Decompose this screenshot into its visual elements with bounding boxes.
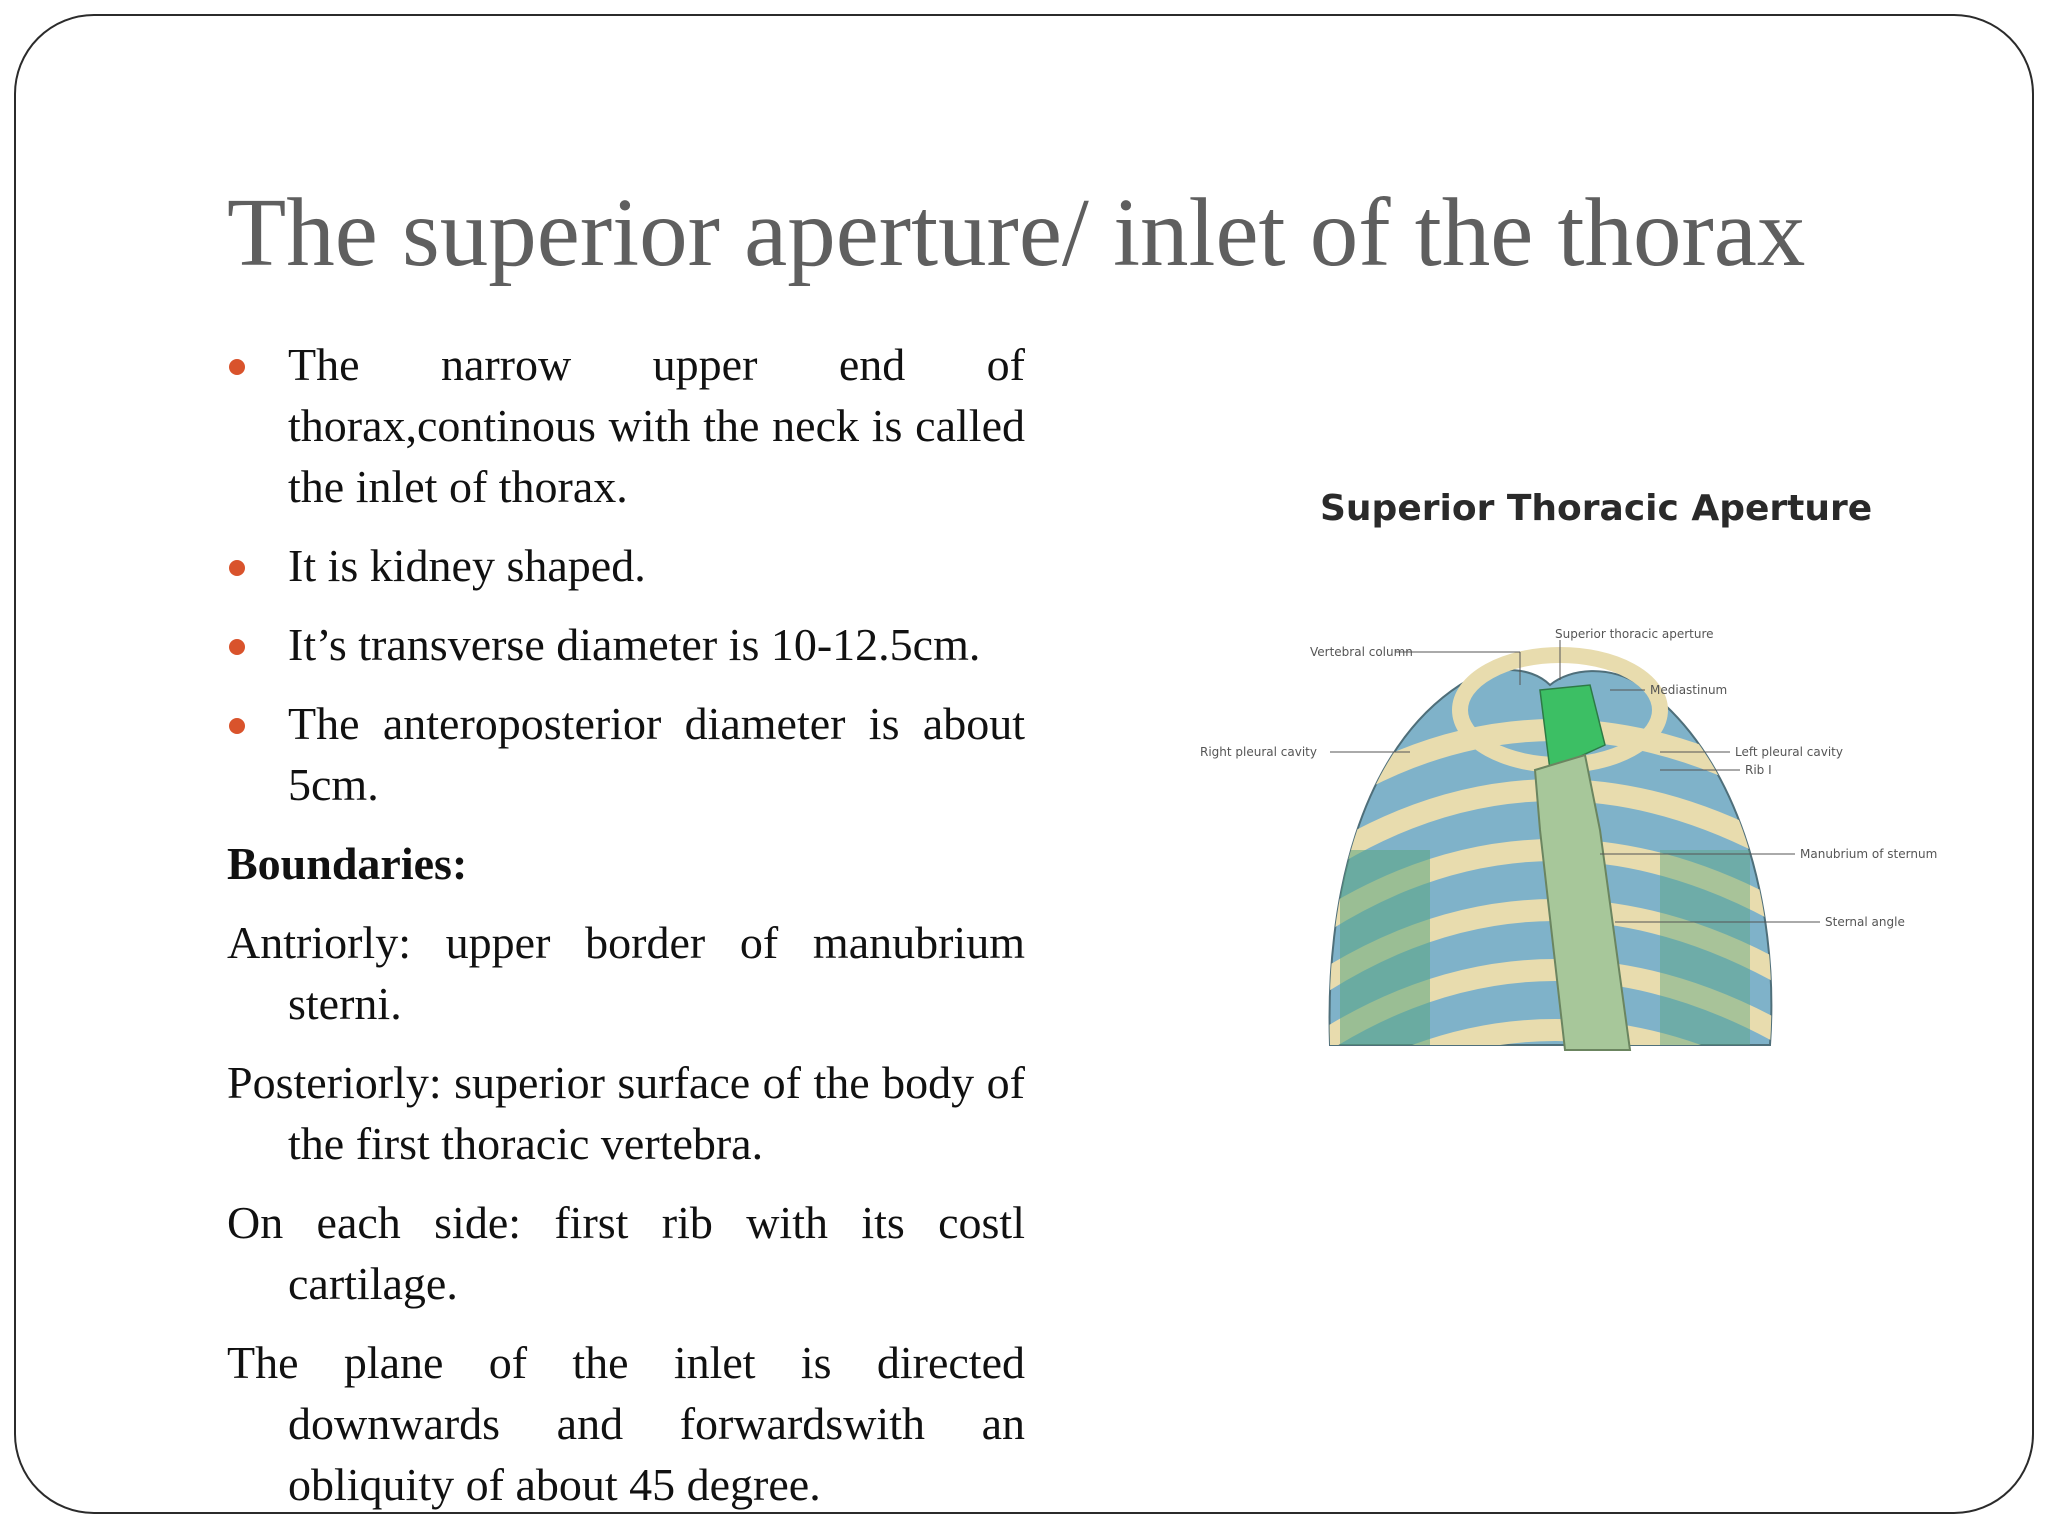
bullet-dot-icon	[229, 560, 245, 576]
label-sternal-angle: Sternal angle	[1825, 915, 1905, 929]
bullet-list	[227, 334, 1025, 815]
bullet-text: It’s transverse diameter is 10-12.5cm.	[288, 619, 981, 670]
bullet-dot-icon	[229, 359, 245, 375]
bullet-dot-icon	[229, 718, 245, 734]
bullet-dot-icon	[229, 639, 245, 655]
bullet-text: The anteroposterior diameter is about 5cm.	[288, 698, 1025, 810]
boundaries-heading: Boundaries:	[227, 838, 468, 889]
label-left-pleural: Left pleural cavity	[1735, 745, 1843, 759]
plane-description: The plane of the inlet is directed downwards and forwardswith an obliquity of about 45 degree.	[227, 1337, 1025, 1510]
bullet-item	[227, 535, 1025, 596]
label-rib-1: Rib I	[1745, 763, 1772, 777]
label-vertebral-column: Vertebral column	[1310, 645, 1413, 659]
bullet-text: It is kidney shaped.	[288, 540, 646, 591]
bullet-item	[227, 614, 1025, 675]
boundary-lateral: On each side: first rib with its costl cartilage.	[227, 1197, 1025, 1309]
thoracic-aperture-figure	[1190, 470, 1980, 1150]
bullet-item	[227, 334, 1025, 517]
bullet-text: The narrow upper end of thorax,continous with the neck is called the inlet of thorax.	[288, 339, 1025, 512]
bullet-item	[227, 693, 1025, 815]
slide-title: The superior aperture/ inlet of the thorax	[227, 179, 1806, 286]
figure-title: Superior Thoracic Aperture	[1320, 488, 1873, 529]
label-superior-aperture: Superior thoracic aperture	[1555, 627, 1714, 641]
boundary-anterior: Antriorly: upper border of manubrium sterni.	[227, 917, 1025, 1029]
label-mediastinum: Mediastinum	[1650, 683, 1728, 697]
label-manubrium: Manubrium of sternum	[1800, 847, 1938, 861]
boundary-posterior: Posteriorly: superior surface of the body of the first thoracic vertebra.	[227, 1057, 1025, 1169]
thorax-illustration	[1190, 470, 1980, 1150]
slide-content	[227, 334, 1025, 1534]
label-right-pleural: Right pleural cavity	[1200, 745, 1317, 759]
